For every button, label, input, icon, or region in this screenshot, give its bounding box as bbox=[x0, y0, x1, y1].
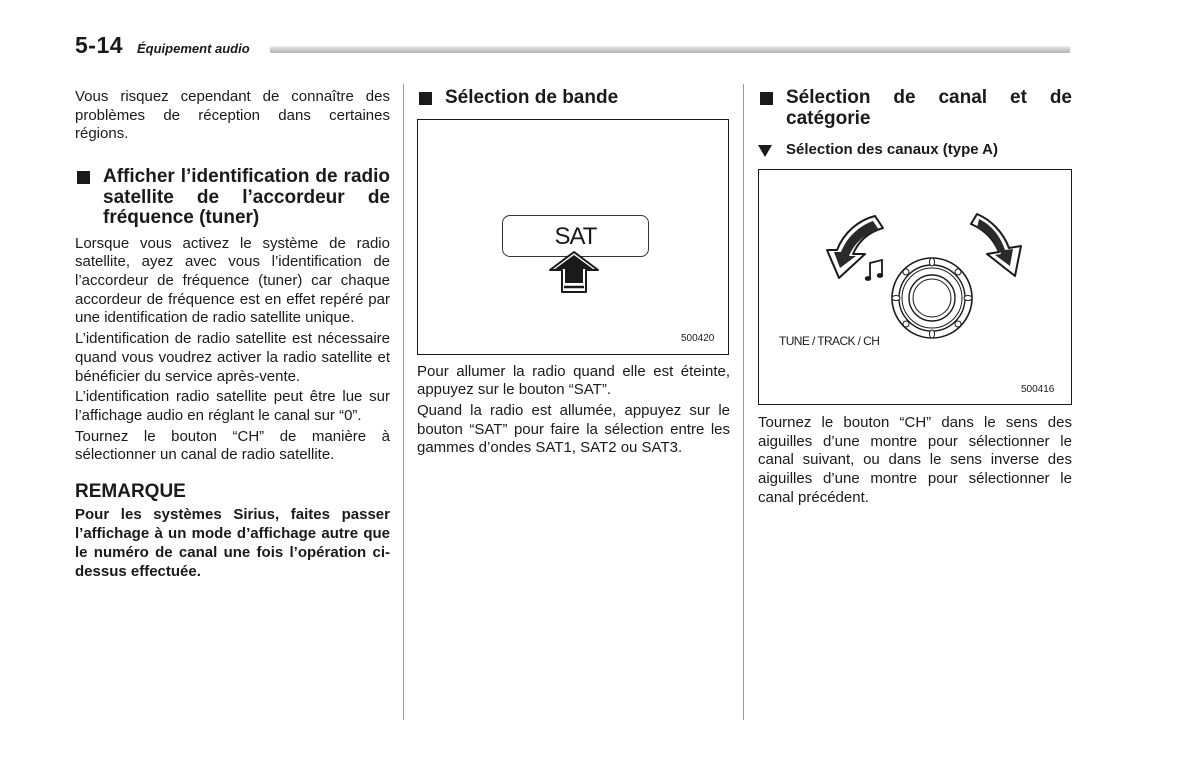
section-heading bbox=[417, 88, 730, 109]
body-paragraph: Pour allumer la radio quand elle est éteinte, appuyez sur le bouton “SAT”. bbox=[417, 362, 730, 399]
subheading bbox=[758, 141, 1072, 159]
music-note-icon bbox=[863, 258, 887, 284]
page-header bbox=[75, 32, 1070, 62]
remark-title: REMARQUE bbox=[75, 481, 186, 503]
header-rule bbox=[270, 46, 1070, 53]
chapter-title: Équipement audio bbox=[137, 41, 250, 56]
page-number: 5-14 bbox=[75, 32, 124, 58]
section-body bbox=[417, 363, 730, 459]
figure-code: 500420 bbox=[681, 332, 715, 344]
column-left bbox=[75, 88, 390, 581]
body-paragraph: Tournez le bouton “CH” de manière à sélectionner un canal de radio satellite. bbox=[75, 427, 390, 464]
remark-text: Pour les systèmes Sirius, faites passer l’affichage à un mode d’affichage autre que le numéro de canal une fois l’opération ci-dessus effectuée. bbox=[75, 506, 390, 581]
channel-knob-icon bbox=[889, 252, 975, 344]
remark-block bbox=[75, 481, 390, 581]
sat-button-figure bbox=[417, 119, 729, 355]
body-paragraph: L’identification radio satellite peut être lue sur l’affichage audio en réglant le canal sur “0”. bbox=[75, 388, 390, 424]
body-paragraph: L’identification de radio satellite est nécessaire quand vous voudrez activer la radio satellite et bénéficier du service après-vente. bbox=[75, 330, 390, 385]
knob-label: TUNE / TRACK / CH bbox=[779, 334, 880, 348]
section-heading bbox=[75, 167, 390, 229]
black-square-icon bbox=[760, 92, 773, 105]
channel-knob-figure bbox=[758, 169, 1072, 405]
black-square-icon bbox=[419, 92, 432, 105]
column-divider bbox=[743, 84, 744, 720]
black-square-icon bbox=[77, 171, 90, 184]
column-right bbox=[758, 88, 1072, 510]
down-triangle-icon bbox=[758, 145, 772, 157]
column-middle bbox=[417, 88, 730, 460]
section-heading bbox=[758, 88, 1072, 129]
section-body bbox=[758, 414, 1072, 508]
section-heading-text: Afficher l’identification de radio satellite de l’accordeur de fréquence (tuner) bbox=[103, 166, 390, 229]
subheading-text: Sélection des canaux (type A) bbox=[786, 141, 999, 158]
column-divider bbox=[403, 84, 404, 720]
sat-button-label: SAT bbox=[554, 222, 597, 250]
section-heading-text: Sélection de canal et de catégorie bbox=[786, 87, 1072, 129]
section-body bbox=[75, 235, 390, 465]
figure-code: 500416 bbox=[1021, 384, 1055, 395]
body-paragraph: Lorsque vous activez le système de radio satellite, ayez avec vous l’identification de l’accordeur de fréquence (tuner) car chaque accordeur de fréquence est en effet repéré par une identification de radio satellite unique. bbox=[75, 234, 390, 327]
section-heading-text: Sélection de bande bbox=[445, 87, 619, 108]
intro-paragraph: Vous risquez cependant de connaître des problèmes de réception dans certaines régions. bbox=[75, 88, 390, 143]
up-arrow-icon bbox=[546, 250, 602, 296]
body-paragraph: Quand la radio est allumée, appuyez sur le bouton “SAT” pour faire la sélection entre les gammes d’ondes SAT1, SAT2 ou SAT3. bbox=[417, 401, 730, 457]
clockwise-arrow-icon bbox=[967, 210, 1031, 280]
body-paragraph: Tournez le bouton “CH” dans le sens des aiguilles d’une montre pour sélectionner le canal suivant, ou dans le sens inverse des aiguilles d’une montre pour sélectionner le canal précédent. bbox=[758, 414, 1072, 506]
